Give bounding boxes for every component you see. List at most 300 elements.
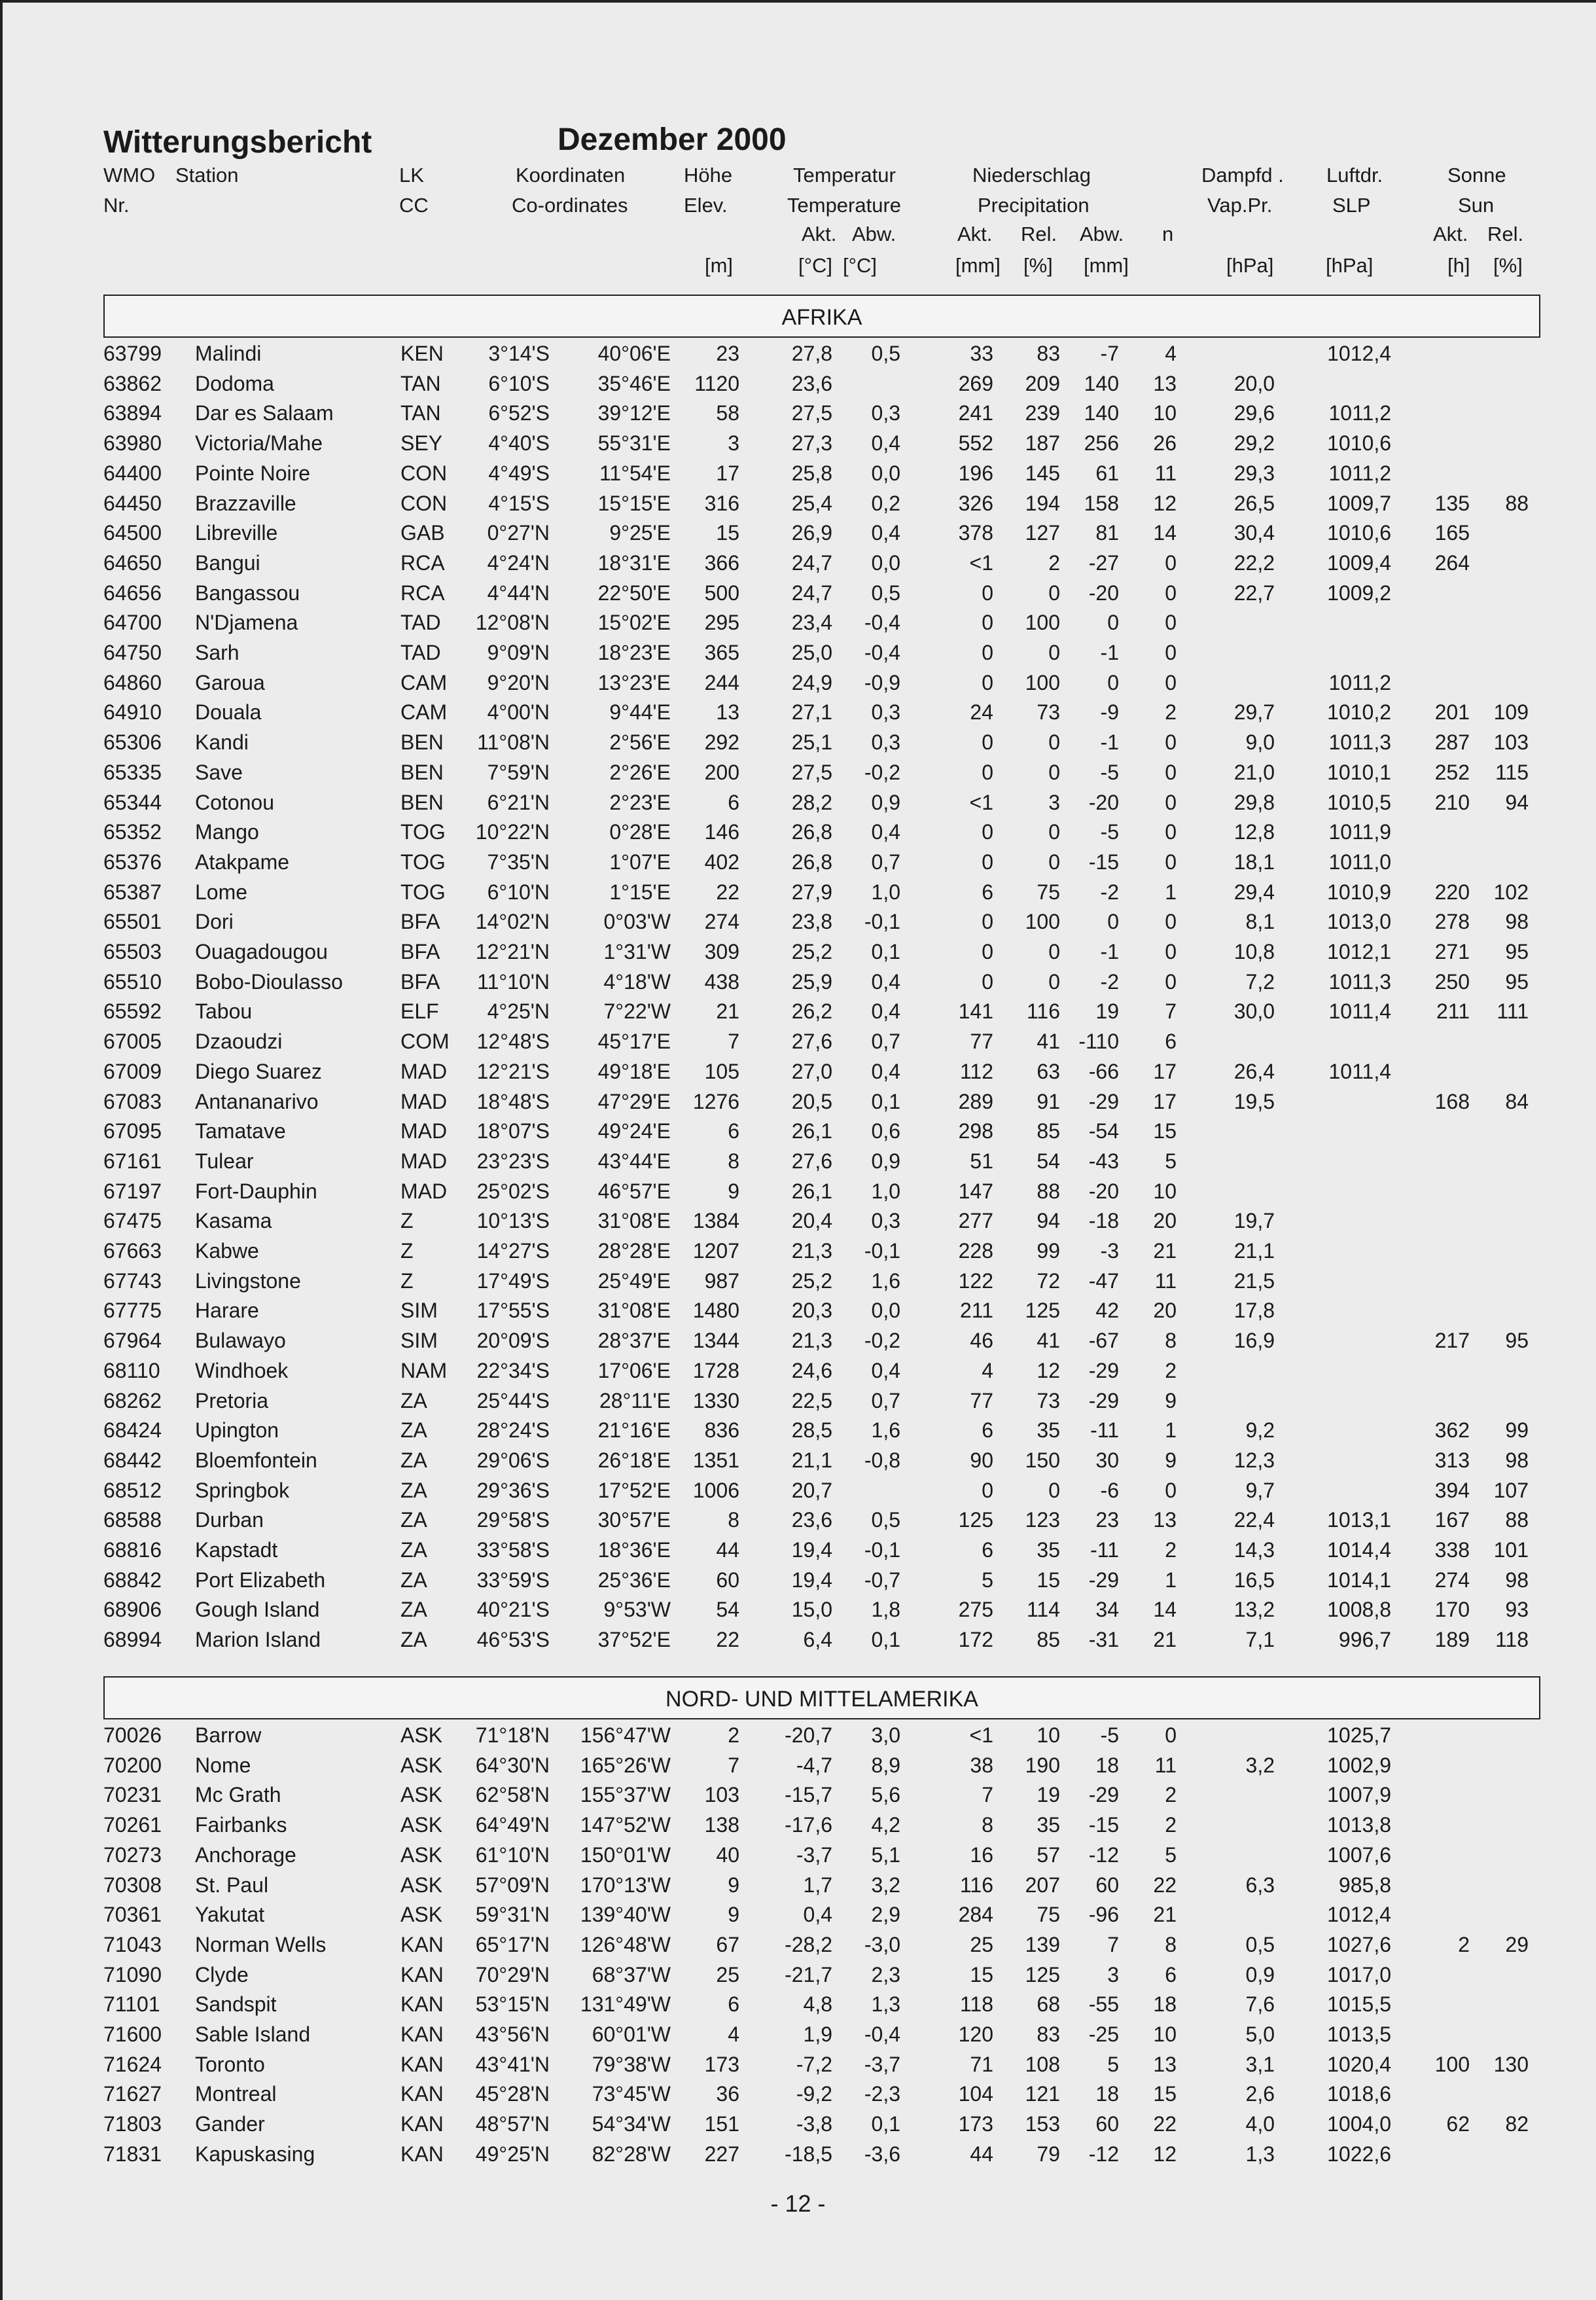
wmo-number: 67775 [103, 1299, 162, 1323]
wmo-number: 64700 [103, 611, 162, 635]
vapour-pressure: 2,6 [1245, 2082, 1275, 2106]
elevation: 8 [728, 1149, 739, 1173]
prec-abw: 18 [1095, 2082, 1119, 2106]
report-month: Dezember 2000 [558, 122, 787, 157]
elevation: 6 [728, 1119, 739, 1143]
prec-days: 26 [1153, 431, 1177, 456]
prec-days: 4 [1165, 342, 1177, 365]
prec-abw: 19 [1095, 999, 1119, 1024]
prec-days: 0 [1165, 1723, 1177, 1747]
temp-abw: -0,1 [864, 1239, 900, 1263]
latitude: 7°35'N [487, 850, 550, 874]
vapour-pressure: 10,8 [1233, 940, 1275, 963]
prec-abw: 61 [1095, 461, 1119, 485]
hdr-temp-abw: Abw. [852, 223, 896, 245]
table-row [0, 820, 1596, 850]
table-row [0, 1963, 1596, 1993]
temp-abw: -0,2 [864, 1329, 900, 1353]
latitude: 29°06'S [476, 1448, 550, 1472]
temp-akt: 21,1 [791, 1448, 832, 1472]
elevation: 1384 [692, 1209, 739, 1233]
prec-days: 7 [1165, 999, 1177, 1024]
temp-akt: -20,7 [785, 1723, 832, 1747]
slp: 1009,2 [1327, 581, 1391, 605]
country-code: ZA [400, 1628, 427, 1652]
temp-abw: 0,4 [871, 820, 900, 844]
temp-abw: 0,5 [871, 342, 900, 365]
prec-rel: 114 [1026, 1598, 1060, 1622]
wmo-number: 63862 [103, 371, 162, 395]
temp-akt: 25,1 [791, 730, 832, 755]
table-row [0, 970, 1596, 1000]
country-code: ZA [400, 1508, 427, 1532]
slp: 1013,5 [1327, 2022, 1391, 2046]
prec-days: 11 [1154, 461, 1177, 485]
temp-abw: 0,3 [871, 1209, 900, 1233]
prec-days: 1 [1165, 1568, 1177, 1592]
sun-akt: 211 [1436, 999, 1470, 1024]
prec-abw: 0 [1107, 910, 1119, 934]
prec-akt: 77 [970, 1388, 993, 1412]
prec-abw: -96 [1088, 1903, 1119, 1927]
prec-rel: 123 [1025, 1508, 1060, 1532]
prec-akt: 552 [958, 431, 993, 456]
prec-rel: 54 [1037, 1149, 1060, 1173]
vapour-pressure: 7,1 [1245, 1628, 1275, 1652]
prec-days: 0 [1165, 581, 1177, 605]
prec-abw: -29 [1088, 1358, 1119, 1382]
country-code: Z [400, 1209, 414, 1233]
station-name: Diego Suarez [195, 1059, 322, 1083]
prec-rel: 63 [1037, 1059, 1060, 1083]
prec-akt: 277 [958, 1209, 993, 1233]
prec-akt: 196 [958, 461, 993, 485]
country-code: CON [400, 461, 448, 485]
vapour-pressure: 5,0 [1245, 2022, 1275, 2046]
wmo-number: 70308 [103, 1873, 162, 1897]
prec-days: 0 [1165, 1478, 1177, 1502]
station-name: Mango [195, 820, 259, 844]
sun-rel: 98 [1505, 1568, 1529, 1592]
temp-abw: 0,4 [871, 431, 900, 456]
vapour-pressure: 16,9 [1233, 1329, 1275, 1353]
vapour-pressure: 16,5 [1233, 1568, 1275, 1592]
slp: 1011,4 [1328, 1059, 1391, 1083]
prec-akt: 172 [958, 1628, 993, 1652]
latitude: 29°36'S [476, 1478, 550, 1502]
temp-abw: -0,8 [864, 1448, 900, 1472]
vapour-pressure: 12,3 [1233, 1448, 1275, 1472]
table-row [0, 910, 1596, 940]
elevation: 1480 [692, 1299, 739, 1323]
elevation: 1330 [692, 1388, 739, 1412]
table-row [0, 1992, 1596, 2022]
temp-akt: 23,6 [791, 371, 832, 395]
prec-rel: 91 [1037, 1089, 1060, 1113]
table-row [0, 1479, 1596, 1509]
temp-akt: 20,4 [791, 1209, 832, 1233]
prec-akt: 125 [958, 1508, 993, 1532]
elevation: 151 [704, 2112, 739, 2136]
slp: 1013,1 [1327, 1508, 1391, 1532]
elevation: 9 [728, 1873, 739, 1897]
temp-akt: 23,8 [791, 910, 832, 934]
elevation: 8 [728, 1508, 739, 1532]
temp-abw: 1,3 [871, 1992, 900, 2017]
prec-days: 0 [1165, 611, 1177, 635]
vapour-pressure: 29,7 [1233, 700, 1275, 725]
table-row [0, 1933, 1596, 1963]
sun-rel: 118 [1495, 1628, 1529, 1652]
prec-rel: 116 [1026, 999, 1060, 1024]
prec-rel: 99 [1037, 1239, 1060, 1263]
temp-akt: 20,7 [791, 1478, 832, 1502]
temp-akt: -3,7 [796, 1842, 832, 1867]
elevation: 295 [704, 611, 739, 635]
temp-abw: 1,0 [871, 880, 900, 904]
prec-akt: 116 [959, 1873, 993, 1897]
hdr-sun-akt: Akt. [1433, 223, 1468, 245]
longitude: 45°17'E [597, 1030, 671, 1054]
station-name: Fort-Dauphin [195, 1179, 317, 1203]
sun-rel: 111 [1497, 999, 1529, 1024]
latitude: 18°48'S [476, 1089, 550, 1113]
temp-akt: 26,8 [791, 820, 832, 844]
temp-akt: 26,2 [791, 999, 832, 1024]
table-row [0, 551, 1596, 581]
table-row [0, 372, 1596, 402]
prec-akt: 141 [958, 999, 993, 1024]
elevation: 103 [704, 1783, 739, 1807]
longitude: 150°01'W [580, 1842, 671, 1867]
prec-rel: 19 [1037, 1783, 1060, 1807]
station-name: Dzaoudzi [195, 1030, 283, 1054]
latitude: 48°57'N [475, 2112, 550, 2136]
prec-rel: 0 [1048, 730, 1060, 755]
prec-days: 13 [1153, 2052, 1177, 2076]
sun-akt: 100 [1434, 2052, 1470, 2076]
elevation: 2 [728, 1723, 739, 1747]
slp: 996,7 [1338, 1628, 1391, 1652]
wmo-number: 64910 [103, 700, 162, 725]
hdr-prec-rel: Rel. [1021, 223, 1057, 245]
prec-akt: 378 [958, 521, 993, 545]
prec-rel: 88 [1037, 1179, 1060, 1203]
slp: 1012,1 [1327, 940, 1391, 963]
country-code: ASK [400, 1723, 443, 1747]
slp: 1014,4 [1327, 1538, 1391, 1562]
latitude: 62°58'N [475, 1783, 550, 1807]
table-row [0, 492, 1596, 522]
station-name: Libreville [195, 521, 278, 545]
temp-akt: 27,1 [791, 700, 832, 725]
sun-rel: 82 [1505, 2112, 1529, 2136]
hdr-precipitation: Precipitation [978, 194, 1090, 217]
hdr-vappr: Vap.Pr. [1207, 194, 1273, 217]
prec-rel: 145 [1025, 461, 1060, 485]
longitude: 17°06'E [597, 1358, 671, 1382]
station-name: Sarh [195, 641, 239, 664]
prec-days: 22 [1153, 2112, 1177, 2136]
prec-akt: 0 [982, 641, 993, 664]
longitude: 0°28'E [609, 820, 671, 844]
vapour-pressure: 21,0 [1233, 760, 1275, 784]
temp-abw: 4,2 [871, 1813, 900, 1837]
temp-akt: 19,4 [791, 1538, 832, 1562]
scan-edge-top [0, 0, 1596, 3]
longitude: 30°57'E [597, 1508, 671, 1532]
elevation: 1120 [694, 371, 739, 395]
prec-rel: 75 [1037, 880, 1060, 904]
prec-rel: 150 [1025, 1448, 1060, 1472]
temp-abw: 0,9 [871, 1149, 900, 1173]
vapour-pressure: 9,7 [1245, 1478, 1275, 1502]
sun-akt: 338 [1434, 1538, 1470, 1562]
longitude: 2°26'E [609, 760, 671, 784]
vapour-pressure: 13,2 [1233, 1598, 1275, 1622]
wmo-number: 68906 [103, 1598, 162, 1622]
prec-akt: 24 [970, 700, 993, 725]
station-name: Dori [195, 910, 234, 934]
temp-akt: 27,5 [791, 401, 832, 425]
temp-akt: 26,1 [791, 1119, 832, 1143]
hdr-temperature: Temperature [787, 194, 902, 217]
station-name: Gander [195, 2112, 265, 2136]
longitude: 82°28'W [592, 2142, 671, 2166]
slp: 1009,4 [1327, 550, 1391, 575]
latitude: 46°53'S [476, 1628, 550, 1652]
vapour-pressure: 29,6 [1233, 401, 1275, 425]
temp-akt: 27,6 [791, 1030, 832, 1054]
prec-rel: 0 [1048, 820, 1060, 844]
elevation: 40 [716, 1842, 739, 1867]
sun-rel: 101 [1493, 1538, 1529, 1562]
station-name: Cotonou [195, 790, 274, 814]
country-code: TAD [400, 611, 441, 635]
temp-abw: 0,4 [871, 999, 900, 1024]
table-row [0, 1209, 1596, 1239]
wmo-number: 64400 [103, 461, 162, 485]
table-row [0, 1538, 1596, 1568]
wmo-number: 65510 [103, 969, 162, 994]
prec-days: 8 [1165, 1329, 1177, 1353]
temp-akt: 25,2 [791, 940, 832, 963]
table-row [0, 850, 1596, 880]
longitude: 73°45'W [592, 2082, 671, 2106]
hdr-temp-akt: Akt. [802, 223, 837, 245]
wmo-number: 67197 [103, 1179, 162, 1203]
elevation: 4 [728, 2022, 739, 2046]
prec-rel: 0 [1048, 581, 1060, 605]
hdr-nr: Nr. [103, 194, 130, 217]
longitude: 7°22'W [603, 999, 671, 1024]
latitude: 14°27'S [476, 1239, 550, 1263]
country-code: MAD [400, 1119, 448, 1143]
prec-days: 13 [1153, 371, 1177, 395]
slp: 1011,4 [1328, 999, 1391, 1024]
slp: 1010,6 [1327, 431, 1391, 456]
station-name: Gough Island [195, 1598, 320, 1622]
sun-rel: 95 [1505, 940, 1529, 963]
elevation: 44 [716, 1538, 739, 1562]
wmo-number: 71624 [103, 2052, 162, 2076]
country-code: Z [400, 1239, 414, 1263]
prec-days: 20 [1153, 1209, 1177, 1233]
country-code: COM [400, 1030, 450, 1054]
prec-days: 13 [1153, 1508, 1177, 1532]
hdr-prec-akt: Akt. [957, 223, 993, 245]
country-code: BEN [400, 730, 444, 755]
hdr-unit-h: [h] [1447, 254, 1470, 277]
section-title: AFRIKA [781, 305, 862, 330]
table-row [0, 2082, 1596, 2112]
temp-akt: 0,4 [803, 1903, 832, 1927]
temp-akt: 15,0 [791, 1598, 832, 1622]
prec-abw: -47 [1088, 1268, 1119, 1293]
table-row [0, 2142, 1596, 2172]
slp: 1011,3 [1328, 730, 1391, 755]
slp: 1007,9 [1327, 1783, 1391, 1807]
temp-abw: 0,7 [871, 1030, 900, 1054]
temp-akt: 27,9 [791, 880, 832, 904]
temp-abw: 3,2 [871, 1873, 900, 1897]
sun-akt: 62 [1446, 2112, 1470, 2136]
table-row [0, 431, 1596, 461]
temp-akt: 24,6 [791, 1358, 832, 1382]
wmo-number: 71101 [103, 1992, 160, 2017]
temp-abw: 0,6 [871, 1119, 900, 1143]
prec-rel: 35 [1037, 1813, 1060, 1837]
longitude: 35°46'E [597, 371, 671, 395]
sun-akt: 189 [1434, 1628, 1470, 1652]
wmo-number: 71803 [103, 2112, 162, 2136]
station-name: Kapuskasing [195, 2142, 315, 2166]
country-code: ZA [400, 1568, 427, 1592]
latitude: 33°58'S [476, 1538, 550, 1562]
prec-days: 6 [1165, 1962, 1177, 1986]
country-code: KAN [400, 1932, 444, 1956]
prec-akt: 15 [970, 1962, 993, 1986]
latitude: 4°44'N [487, 581, 550, 605]
hdr-lk: LK [399, 164, 424, 187]
country-code: BEN [400, 760, 444, 784]
latitude: 18°07'S [476, 1119, 550, 1143]
temp-akt: 28,2 [791, 790, 832, 814]
latitude: 12°08'N [475, 611, 550, 635]
prec-akt: 0 [982, 820, 993, 844]
latitude: 0°27'N [487, 521, 550, 545]
slp: 1025,7 [1327, 1723, 1391, 1747]
prec-days: 15 [1153, 2082, 1177, 2106]
vapour-pressure: 9,2 [1245, 1418, 1275, 1443]
sun-rel: 88 [1505, 1508, 1529, 1532]
hdr-sonne: Sonne [1447, 164, 1506, 187]
temp-akt: -15,7 [785, 1783, 832, 1807]
prec-days: 2 [1165, 1783, 1177, 1807]
vapour-pressure: 0,5 [1245, 1932, 1275, 1956]
prec-rel: 108 [1025, 2052, 1060, 2076]
prec-abw: -1 [1100, 940, 1119, 963]
prec-days: 18 [1153, 1992, 1177, 2017]
sun-akt: 2 [1458, 1932, 1470, 1956]
temp-akt: 28,5 [791, 1418, 832, 1443]
prec-rel: 57 [1037, 1842, 1060, 1867]
prec-abw: 23 [1095, 1508, 1119, 1532]
prec-abw: -5 [1100, 760, 1119, 784]
latitude: 11°10'N [477, 969, 550, 994]
elevation: 1351 [692, 1448, 739, 1472]
prec-abw: 256 [1084, 431, 1119, 456]
temp-abw: 1,6 [871, 1268, 900, 1293]
sun-rel: 107 [1493, 1478, 1529, 1502]
elevation: 138 [704, 1813, 739, 1837]
table-row [0, 521, 1596, 551]
elevation: 1006 [692, 1478, 739, 1502]
vapour-pressure: 22,4 [1233, 1508, 1275, 1532]
prec-rel: 139 [1025, 1932, 1060, 1956]
station-name: Pretoria [195, 1388, 269, 1412]
latitude: 10°22'N [475, 820, 550, 844]
temp-abw: -0,9 [864, 670, 900, 694]
station-name: Tulear [195, 1149, 254, 1173]
latitude: 12°21'N [475, 940, 550, 963]
latitude: 4°49'S [488, 461, 550, 485]
prec-akt: 77 [970, 1030, 993, 1054]
vapour-pressure: 19,5 [1233, 1089, 1275, 1113]
country-code: KAN [400, 2142, 444, 2166]
slp: 1022,6 [1327, 2142, 1391, 2166]
wmo-number: 67009 [103, 1059, 162, 1083]
country-code: CAM [400, 700, 448, 725]
prec-akt: 38 [970, 1753, 993, 1777]
temp-abw: 0,1 [871, 1628, 900, 1652]
prec-days: 2 [1165, 1358, 1177, 1382]
prec-abw: -1 [1100, 730, 1119, 755]
vapour-pressure: 26,5 [1233, 491, 1275, 515]
hdr-unit-c1: [°C] [798, 254, 833, 277]
prec-abw: -7 [1100, 342, 1119, 365]
prec-rel: 100 [1025, 670, 1060, 694]
country-code: ZA [400, 1598, 427, 1622]
longitude: 9°53'W [603, 1598, 671, 1622]
prec-abw: -43 [1088, 1149, 1119, 1173]
sun-akt: 264 [1434, 550, 1470, 575]
wmo-number: 64656 [103, 581, 162, 605]
sun-akt: 167 [1434, 1508, 1470, 1532]
table-row [0, 1030, 1596, 1060]
elevation: 244 [704, 670, 739, 694]
vapour-pressure: 3,1 [1245, 2052, 1275, 2076]
station-name: Kandi [195, 730, 249, 755]
prec-abw: -2 [1100, 969, 1119, 994]
table-row [0, 1389, 1596, 1419]
prec-abw: 0 [1107, 670, 1119, 694]
slp: 1012,4 [1327, 342, 1391, 365]
latitude: 25°02'S [476, 1179, 550, 1203]
sun-akt: 274 [1434, 1568, 1470, 1592]
table-row [0, 1843, 1596, 1873]
station-name: Bangassou [195, 581, 300, 605]
country-code: MAD [400, 1149, 448, 1173]
vapour-pressure: 1,3 [1245, 2142, 1275, 2166]
latitude: 20°09'S [476, 1329, 550, 1353]
prec-days: 12 [1153, 2142, 1177, 2166]
wmo-number: 67161 [103, 1149, 162, 1173]
country-code: KAN [400, 1992, 444, 2017]
prec-akt: 298 [958, 1119, 993, 1143]
prec-rel: 73 [1037, 1388, 1060, 1412]
temp-abw: 0,0 [871, 461, 900, 485]
